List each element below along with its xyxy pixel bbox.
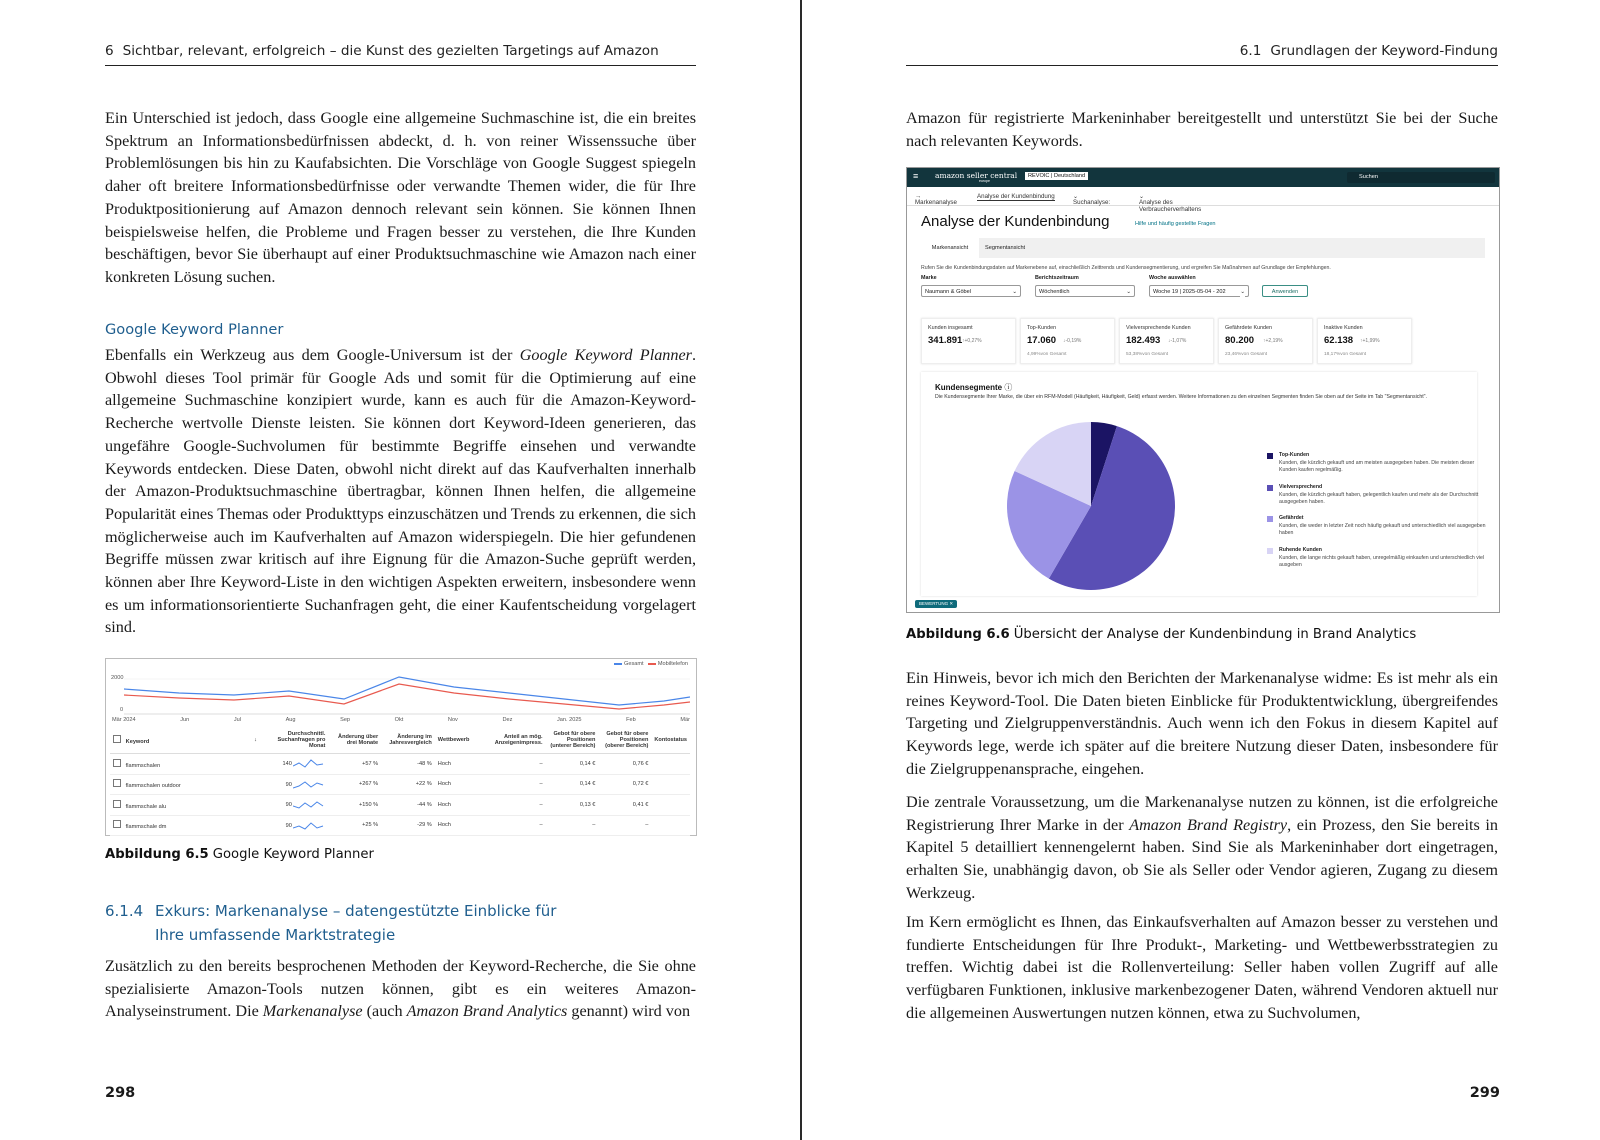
bid-high-cell: – xyxy=(598,815,651,836)
logo-region: europe xyxy=(979,179,990,183)
body-paragraph: Ebenfalls ein Werkzeug aus dem Google-Universum ist der Google Keyword Planner. Obwohl dieses Tool primär für Google Ads und somit für die Optimierung auf eine allgemeine Suchmaschine konzipiert wurde, kann es auch für die Amazon-Keyword-Recherche wertvolle Dienste leisten. Sie können dort Keyword-Ideen generieren, das ungefähre Google-Suchvolumen für bestimmte Begriffe einsehen und verwandte Keywords entdecken. Diese Daten, obwohl nicht direkt auf das Kaufverhalten innerhalb der Amazon-Produktsuchmaschine übertragbar, können Ihnen helfen, die allgemeine Popularität eines Themas oder Produkttyps einzuschätzen und Trends zu erkennen, die sich möglicherweise auch im Kaufverhalten auf Amazon widerspiegeln. Die hier gefundenen Begriffe müssen zwar kritisch auf ihre Eignung für die Amazon-Suche geprüft werden, können aber Ihre Keyword-Liste in den wichtigen Aspekten erweitern, insbesondere wenn es um informationsorientierte Suchanfragen geht, die einer Kaufentscheidung vorgelagert sind. xyxy=(105,346,697,637)
x-tick: Jul xyxy=(233,717,241,723)
legend-swatch-total xyxy=(614,663,622,665)
section-number: 6.1 xyxy=(1239,43,1262,59)
trend-sparkline xyxy=(293,779,325,790)
y-tick: 2000 xyxy=(111,675,124,681)
bid-low-cell: – xyxy=(546,815,599,836)
body-paragraph: Die zentrale Voraussetzung, um die Markenanalyse nutzen zu können, ist die erfolgreiche Registrierung Ihrer Marke in der Amazon Brand Registry, ein Prozess, den Sie bereits in Kapitel 5 detailliert kennengelernt haben. Sind Sie als Markeninhaber dort eingetragen, erhalten Sie, unabhängig davon, ob Sie als Seller oder Vendor agieren, Zugang zu diesem Werkzeug. xyxy=(906,793,1498,902)
legend-description: Kunden, die weder in letzter Zeit noch häufig gekauft und unterschiedlich viel ausgegeben haben xyxy=(1279,523,1486,536)
kpi-value: 80.200 xyxy=(1225,335,1255,346)
legend-title: Vielversprechend xyxy=(1279,484,1323,490)
kpi-card[interactable] xyxy=(1020,318,1115,364)
running-head xyxy=(906,43,1498,66)
column-header[interactable]: Kontostatus xyxy=(651,727,690,754)
x-tick: Aug xyxy=(285,717,296,723)
kpi-share: 4,99%von Gesamt xyxy=(1027,352,1067,357)
figure-caption: Abbildung 6.5 Google Keyword Planner xyxy=(105,847,374,862)
week-dropdown[interactable]: Woche 19 | 2025-05-04 - 202 ⌄ xyxy=(1149,285,1249,297)
nav-item[interactable]: Analyse des Verbraucherverhaltens ⌄ xyxy=(1139,193,1202,213)
three-month-cell: +25 % xyxy=(328,815,381,836)
figure-caption: Abbildung 6.6 Übersicht der Analyse der Kundenbindung in Brand Analytics xyxy=(906,627,1417,642)
kpi-label: Gefährdete Kunden xyxy=(1225,325,1273,331)
apply-button[interactable]: Anwenden xyxy=(1262,285,1308,297)
kpi-change: ↑+0,27% xyxy=(962,338,982,344)
legend-description: Kunden, die kürzlich gekauft haben, gelegentlich kaufen und mehr als der Durchschnitt ausgegeben haben. xyxy=(1279,492,1479,505)
competition-cell: Hoch xyxy=(435,774,486,795)
x-tick: Sep xyxy=(340,717,351,723)
segments-title: Kundensegmente ⓘ xyxy=(935,383,1013,392)
trend-sparkline xyxy=(293,820,325,831)
competition-cell: Hoch xyxy=(435,815,486,836)
volume-cell: 140 xyxy=(260,754,328,775)
section-heading: Google Keyword Planner xyxy=(105,321,284,338)
column-header[interactable]: Gebot für obere Positionen (unterer Bereich) xyxy=(546,727,599,754)
page-number: 298 xyxy=(105,1085,136,1101)
select-all-checkbox[interactable] xyxy=(113,735,121,743)
section-title: Grundlagen der Keyword-Findung xyxy=(1270,43,1498,59)
bid-high-cell: 0,41 € xyxy=(598,795,651,816)
bid-high-cell: 0,72 € xyxy=(598,774,651,795)
yoy-cell: +22 % xyxy=(381,774,435,795)
kpi-card[interactable] xyxy=(1218,318,1313,364)
kpi-card[interactable] xyxy=(1317,318,1412,364)
kpi-change: ↓-0,19% xyxy=(1063,338,1082,344)
tab-markenansicht[interactable]: Markenansicht xyxy=(921,238,979,258)
kpi-label: Inaktive Kunden xyxy=(1324,325,1363,331)
legend-swatch xyxy=(1267,485,1273,491)
kpi-label: Top-Kunden xyxy=(1027,325,1057,331)
body-paragraph: Amazon für registrierte Markeninhaber bereitgestellt und unterstützt Sie bei der Suche nach relevanten Keywords. xyxy=(906,109,1498,150)
keyword-cell: flammschale dm xyxy=(110,815,241,836)
row-checkbox[interactable] xyxy=(113,800,121,808)
legend-label: Gesamt xyxy=(624,661,644,667)
column-header[interactable]: Änderung im Jahresvergleich xyxy=(381,727,435,754)
brand-dropdown[interactable]: Naumann & Göbel ⌄ xyxy=(921,285,1021,297)
three-month-cell: +150 % xyxy=(328,795,381,816)
x-tick: Jan. 2025 xyxy=(556,717,582,723)
column-header-keyword: Keyword xyxy=(110,727,241,754)
kpi-card[interactable] xyxy=(1119,318,1214,364)
nav-item[interactable]: Markenanalyse → xyxy=(915,193,957,206)
three-month-cell: +57 % xyxy=(328,754,381,775)
kpi-share: 53,38%von Gesamt xyxy=(1126,352,1169,357)
share-cell: – xyxy=(486,815,546,836)
body-paragraph: Ein Unterschied ist jedoch, dass Google eine allgemeine Suchmaschine ist, die ein breites Spektrum an Informationsbedürfnissen abdeckt, d. h. von reiner Wissenssuche über Problemlösungen bis hin zu Kaufabsichten. Die Vorschläge von Google Suggest spiegeln daher oft breitere Informationsbedürfnisse oder verwandte Themen wider, die für Ihre Produktpositionierung auf Amazon dennoch relevant sein können. Sie können Ihnen beispielsweise helfen, die Probleme und Fragen besser zu verstehen, die Ihre Kunden beschäftigen, bevor Sie überhaupt auf einer Produktsuchmaschine wie Amazon nach einer konkreten Lösung suchen. xyxy=(105,109,696,286)
nav-item-active[interactable]: Analyse der Kundenbindung xyxy=(977,193,1055,200)
volume-cell: 90 xyxy=(260,774,328,795)
kpi-change: ↓-1,07% xyxy=(1168,338,1187,344)
period-dropdown[interactable]: Wöchentlich ⌄ xyxy=(1035,285,1135,297)
x-axis-ticks xyxy=(112,717,690,723)
volume-cell: 90 xyxy=(260,815,328,836)
kpi-value: 17.060 xyxy=(1027,335,1057,346)
kpi-label: Vielversprechende Kunden xyxy=(1126,325,1191,331)
column-header[interactable]: Gebot für obere Positionen (oberer Bereich) xyxy=(598,727,651,754)
yoy-cell: -44 % xyxy=(381,795,435,816)
table-row[interactable] xyxy=(110,815,690,836)
segments-description: Die Kundensegmente Ihrer Marke, die über ein RFM-Modell (Häufigkeit, Häufigkeit, Geld) erfasst werden. Weitere Informationen zu den einzelnen Segmenten finden Sie oben auf der Seite im Tab "Segmentansicht". xyxy=(935,394,1427,400)
feedback-badge[interactable]: BEWERTUNG ✕ xyxy=(915,600,957,608)
intro-text: Rufen Sie die Kundenbindungsdaten auf Markenebene auf, einschließlich Zeittrends und Kundensegmentierung, und ergreifen Sie Maßnahmen auf Grundlage der Empfehlungen. xyxy=(921,265,1331,271)
keyword-cell: flammschalen outdoor xyxy=(110,774,241,795)
menu-icon[interactable]: ≡ xyxy=(913,171,919,181)
keyword-cell: flammschale alu xyxy=(110,795,241,816)
seller-central-logo: amazon seller central xyxy=(935,171,1018,180)
share-cell: – xyxy=(486,754,546,775)
kpi-value: 182.493 xyxy=(1126,335,1161,346)
filter-label: Marke xyxy=(921,275,937,281)
kpi-change: ↑+2,19% xyxy=(1263,338,1283,344)
filter-label: Woche auswählen xyxy=(1149,275,1196,281)
keyword-table xyxy=(110,727,690,836)
column-header[interactable]: Änderung über drei Monate xyxy=(328,727,381,754)
chapter-number: 6 xyxy=(105,43,114,59)
kpi-share: 18,17%von Gesamt xyxy=(1324,352,1367,357)
table-row[interactable] xyxy=(110,795,690,816)
x-tick: Okt xyxy=(394,717,404,723)
seller-central-screenshot xyxy=(906,167,1500,613)
body-paragraph: Ein Hinweis, bevor ich mich den Berichten der Markenanalyse widme: Es ist mehr als ein reines Keyword-Tool. Die Daten bieten Einblicke für Produktentwicklung, übergreifendes Targeting und Zielgruppenverständnis. Auch wenn ich den Fokus in diesem Kapitel auf Keywords lege, werde ich später auf die breitere Nutzung dieser Daten, insbesondere für die Zielgruppenansprache, eingehen. xyxy=(906,669,1498,778)
column-header[interactable]: Anteil an mög. Anzeigenimpress. xyxy=(486,727,546,754)
keyword-planner-screenshot xyxy=(105,658,697,836)
column-header[interactable]: Wettbewerb xyxy=(435,727,486,754)
series-mobil-line xyxy=(124,684,690,709)
legend-swatch xyxy=(1267,453,1273,459)
legend-description: Kunden, die lange nichts gekauft haben, unregelmäßig einkaufen und unterschiedlich viel ausgeben xyxy=(1279,555,1485,568)
three-month-cell: +267 % xyxy=(328,774,381,795)
x-tick: Nov xyxy=(447,717,458,723)
column-header[interactable]: Durchschnittl. Suchanfragen pro Monat xyxy=(260,727,328,754)
legend-swatch xyxy=(1267,516,1273,522)
running-head xyxy=(105,43,696,66)
yoy-cell: -29 % xyxy=(381,815,435,836)
y-tick: 0 xyxy=(120,707,124,713)
tab-segmentansicht[interactable]: Segmentansicht xyxy=(985,245,1026,251)
row-checkbox[interactable] xyxy=(113,759,121,767)
tab-bar xyxy=(921,238,1485,258)
row-checkbox[interactable] xyxy=(113,779,121,787)
x-tick: Jun xyxy=(180,717,190,723)
trend-sparkline xyxy=(293,758,325,769)
kpi-change: ↑+1,99% xyxy=(1360,338,1380,344)
help-link[interactable]: Hilfe und häufig gestellte Fragen xyxy=(1135,221,1216,227)
x-tick: Mär xyxy=(680,717,690,723)
row-checkbox[interactable] xyxy=(113,820,121,828)
table-row[interactable] xyxy=(110,774,690,795)
sort-icon[interactable]: ↓ xyxy=(241,727,260,754)
segments-pie-chart xyxy=(1005,420,1177,592)
table-row[interactable] xyxy=(110,754,690,775)
yoy-cell: -48 % xyxy=(381,754,435,775)
share-cell: – xyxy=(486,774,546,795)
competition-cell: Hoch xyxy=(435,795,486,816)
segments-card xyxy=(921,372,1486,596)
page-title: Analyse der Kundenbindung xyxy=(921,213,1110,230)
kpi-label: Kunden insgesamt xyxy=(928,325,973,331)
keyword-cell: flammschalen xyxy=(110,754,241,775)
legend-swatch xyxy=(1267,548,1273,554)
kpi-value: 341.891 xyxy=(928,335,963,346)
competition-cell: Hoch xyxy=(435,754,486,775)
legend-title: Gefährdet xyxy=(1279,515,1304,521)
x-tick: Feb xyxy=(626,717,636,723)
seller-central-topbar xyxy=(907,168,1499,187)
legend-title: Top-Kunden xyxy=(1279,452,1310,458)
kpi-share: 23,46%von Gesamt xyxy=(1225,352,1268,357)
chapter-title: Sichtbar, relevant, erfolgreich – die Kunst des gezielten Targetings auf Amazon xyxy=(122,43,659,59)
nav-item[interactable]: Suchanalyse: ⌄ xyxy=(1073,193,1111,206)
subsection-heading: 6.1.4 Exkurs: Markenanalyse – datengestützte Einblicke für Ihre umfassende Marktstrategie xyxy=(105,902,557,944)
series-gesamt-line xyxy=(124,677,690,705)
search-button[interactable]: Suchen xyxy=(1359,174,1378,180)
x-tick: Mär 2024 xyxy=(112,717,136,723)
body-paragraph: Im Kern ermöglicht es Ihnen, das Einkaufsverhalten auf Amazon besser zu verstehen und fundierte Entscheidungen für Ihre Produkt-, Marketing- und Wettbewerbsstrategien zu treffen. Wichtig dabei ist die Rollenverteilung: Seller haben vollen Zugriff auf alle verfügbaren Funktionen, inklusive markenbezogener Daten, während Vendoren aktuell nur die allgemeinen Auswertungen nutzen können, etwa zu Suchvolumen, xyxy=(906,913,1498,1022)
right-page xyxy=(800,0,1600,1140)
share-cell: – xyxy=(486,795,546,816)
filter-label: Berichtszeitraum xyxy=(1035,275,1079,281)
volume-cell: 90 xyxy=(260,795,328,816)
legend-title: Ruhende Kunden xyxy=(1279,547,1322,553)
bid-low-cell: 0,14 € xyxy=(546,774,599,795)
bid-high-cell: 0,76 € xyxy=(598,754,651,775)
sub-navigation xyxy=(907,187,1499,213)
bid-low-cell: 0,13 € xyxy=(546,795,599,816)
legend-label: Mobiltelefon xyxy=(657,661,688,667)
store-switcher[interactable]: REVOIC | Deutschland xyxy=(1025,172,1088,180)
body-paragraph: Zusätzlich zu den bereits besprochenen Methoden der Keyword-Recherche, die Sie ohne spezialisierte Amazon-Tools nutzen können, gibt es ein weiteres Amazon-Analyseinstrument. Die Markenanalyse (auch Amazon Brand Analytics genannt) wird von xyxy=(105,957,696,1021)
legend-swatch-mobile xyxy=(648,663,656,665)
legend-description: Kunden, die kürzlich gekauft und am meisten ausgegeben haben. Die meisten dieser Kunden kaufen regelmäßig. xyxy=(1279,460,1475,473)
x-tick: Dez xyxy=(502,717,513,723)
info-icon: ⓘ xyxy=(1004,383,1013,392)
trend-line-chart xyxy=(124,667,690,715)
trend-sparkline xyxy=(293,799,325,810)
kpi-value: 62.138 xyxy=(1324,335,1354,346)
page-number: 299 xyxy=(1469,1085,1500,1101)
kpi-card[interactable] xyxy=(921,318,1016,364)
bid-low-cell: 0,14 € xyxy=(546,754,599,775)
